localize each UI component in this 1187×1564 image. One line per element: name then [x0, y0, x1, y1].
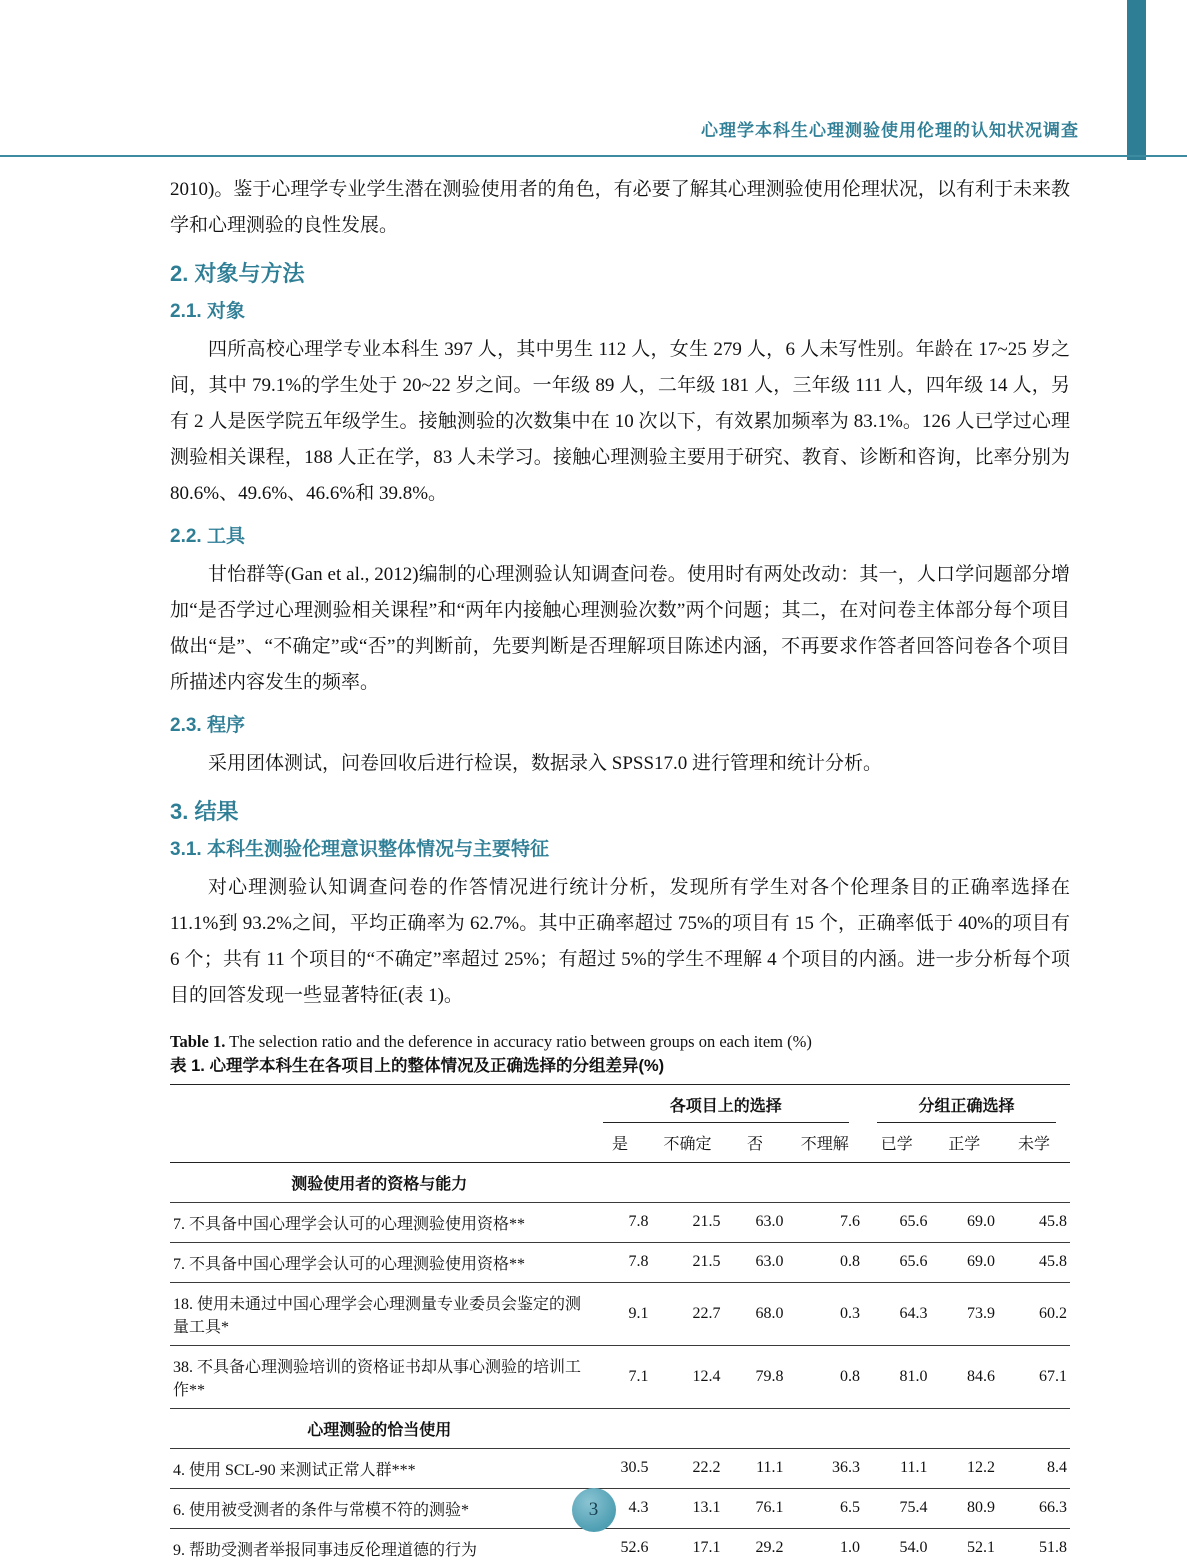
- cell: 45.8: [998, 1202, 1070, 1242]
- cell: 51.8: [998, 1528, 1070, 1564]
- cell: 66.3: [998, 1488, 1070, 1528]
- row-label: 7. 不具备中国心理学会认可的心理测验使用资格**: [170, 1242, 589, 1282]
- cell: 67.1: [998, 1345, 1070, 1408]
- cell: 79.8: [724, 1345, 787, 1408]
- cell: 52.1: [931, 1528, 999, 1564]
- table-row: [170, 1528, 1070, 1564]
- table-caption-zh-label: 表 1.: [170, 1056, 205, 1075]
- col-header-not-learned: 未学: [998, 1123, 1070, 1163]
- page-number-badge: 3: [572, 1488, 616, 1532]
- cell: 12.2: [931, 1448, 999, 1488]
- heading-overall-features: 3.1. 本科生测验伦理意识整体情况与主要特征: [170, 839, 549, 861]
- cell: 7.6: [787, 1202, 864, 1242]
- cell: 9.1: [589, 1282, 652, 1345]
- cell: 7.1: [589, 1345, 652, 1408]
- cell: 75.4: [863, 1488, 931, 1528]
- empty-cell: [170, 1123, 589, 1163]
- col-header-yes: 是: [589, 1123, 652, 1163]
- row-label: 7. 不具备中国心理学会认可的心理测验使用资格**: [170, 1202, 589, 1242]
- cell: 63.0: [724, 1242, 787, 1282]
- col-header-no: 否: [724, 1123, 787, 1163]
- cell: 68.0: [724, 1282, 787, 1345]
- header-rule: [0, 155, 1187, 157]
- table-caption-zh-text: 心理学本科生在各项目上的整体情况及正确选择的分组差异(%): [209, 1056, 665, 1075]
- cell: 8.4: [998, 1448, 1070, 1488]
- content-area: [170, 172, 1070, 1564]
- cell: 6.5: [787, 1488, 864, 1528]
- cell: 7.8: [589, 1242, 652, 1282]
- cell: 4.3: [589, 1488, 652, 1528]
- col-header-learning: 正学: [931, 1123, 999, 1163]
- heading-subjects: 2.1. 对象: [170, 301, 245, 323]
- cell: 73.9: [931, 1282, 999, 1345]
- cell: 17.1: [652, 1528, 724, 1564]
- cell: 13.1: [652, 1488, 724, 1528]
- cell: 60.2: [998, 1282, 1070, 1345]
- table-section-row: [170, 1162, 1070, 1202]
- row-label: 38. 不具备心理测验培训的资格证书却从事心测验的培训工作**: [170, 1345, 589, 1408]
- column-group-item-selection: 各项目上的选择: [603, 1091, 850, 1123]
- cell: 12.4: [652, 1345, 724, 1408]
- cell: 30.5: [589, 1448, 652, 1488]
- empty-cell: [170, 1084, 589, 1123]
- heading-tools: 2.2. 工具: [170, 526, 245, 548]
- cell: 29.2: [724, 1528, 787, 1564]
- cell: 54.0: [863, 1528, 931, 1564]
- row-label: 18. 使用未通过中国心理学会心理测量专业委员会鉴定的测量工具*: [170, 1282, 589, 1345]
- row-label: 6. 使用被受测者的条件与常模不符的测验*: [170, 1488, 589, 1528]
- group-header-cell: [589, 1084, 864, 1123]
- cell: 80.9: [931, 1488, 999, 1528]
- col-header-learned: 已学: [863, 1123, 931, 1163]
- cell: 11.1: [724, 1448, 787, 1488]
- cell: 0.8: [787, 1242, 864, 1282]
- table-row: [170, 1345, 1070, 1408]
- cell: 21.5: [652, 1242, 724, 1282]
- paragraph-intro: 2010)。鉴于心理学专业学生潜在测验使用者的角色，有必要了解其心理测验使用伦理状况，以有利于未来教学和心理测验的良性发展。: [170, 179, 1070, 236]
- cell: 65.6: [863, 1242, 931, 1282]
- table-row: [170, 1282, 1070, 1345]
- table-row: [170, 1242, 1070, 1282]
- col-header-not-understood: 不理解: [787, 1123, 864, 1163]
- table-caption-en-label: Table 1.: [170, 1031, 226, 1051]
- cell: 11.1: [863, 1448, 931, 1488]
- cell: 52.6: [589, 1528, 652, 1564]
- cell: 0.8: [787, 1345, 864, 1408]
- empty-cell: [589, 1162, 1071, 1202]
- corner-accent-bar: [1127, 0, 1146, 160]
- row-label: 9. 帮助受测者举报同事违反伦理道德的行为: [170, 1528, 589, 1564]
- paragraph-tools: 甘怡群等(Gan et al., 2012)编制的心理测验认知调查问卷。使用时有两处改动：其一，人口学问题部分增加“是否学过心理测验相关课程”和“两年内接触心理测验次数”两个问题；其二，在对问卷主体部分每个项目做出“是”、“不确定”或“否”的判断前，先要判断是否理解项目陈述内涵，不再要求作答者回答问卷各个项目所描述内容发生的频率。: [170, 563, 1070, 693]
- group-header-cell: [863, 1084, 1070, 1123]
- paragraph-subjects: 四所高校心理学专业本科生 397 人，其中男生 112 人，女生 279 人，6 人未写性别。年龄在 17~25 岁之间，其中 79.1%的学生处于 20~22 岁之间。一年级 89 人，二年级 181 人，三年级 111 人，四年级 14 人，另有 2 人是医学院五年级学生。接触测验的次数集中在 10 次以下，有效累加频率为 83.1%。126 人已学过心理测验相关课程，188 人正在学，83 人未学习。接触心理测验主要用于研究、教育、诊断和咨询，比率分别为 80.6%、49.6%、46.6%和 39.8%。: [170, 339, 1070, 505]
- heading-procedure: 2.3. 程序: [170, 714, 245, 736]
- table-1: [170, 1084, 1070, 1564]
- paragraph-overall: 对心理测验认知调查问卷的作答情况进行统计分析，发现所有学生对各个伦理条目的正确率选择在 11.1%到 93.2%之间，平均正确率为 62.7%。其中正确率超过 75%的项目有 15 个，正确率低于 40%的项目有 6 个；共有 11 个项目的“不确定”率超过 25%；有超过 5%的学生不理解 4 个项目的内涵。进一步分析每个项目的回答发现一些显著特征(表 1)。: [170, 876, 1070, 1006]
- cell: 1.0: [787, 1528, 864, 1564]
- table-section-row: [170, 1408, 1070, 1448]
- table-caption-zh: [170, 1054, 1070, 1078]
- cell: 69.0: [931, 1242, 999, 1282]
- cell: 64.3: [863, 1282, 931, 1345]
- cell: 36.3: [787, 1448, 864, 1488]
- cell: 22.7: [652, 1282, 724, 1345]
- table-row: [170, 1202, 1070, 1242]
- table-caption-en: [170, 1030, 1070, 1054]
- empty-cell: [589, 1408, 1071, 1448]
- heading-methods: 2. 对象与方法: [170, 261, 305, 286]
- running-title: 心理学本科生心理测验使用伦理的认知状况调查: [701, 121, 1079, 140]
- cell: 81.0: [863, 1345, 931, 1408]
- section-label: 测验使用者的资格与能力: [170, 1162, 589, 1202]
- paragraph-procedure: 采用团体测试，问卷回收后进行检误，数据录入 SPSS17.0 进行管理和统计分析。: [208, 752, 883, 774]
- cell: 84.6: [931, 1345, 999, 1408]
- cell: 21.5: [652, 1202, 724, 1242]
- col-header-unsure: 不确定: [652, 1123, 724, 1163]
- cell: 65.6: [863, 1202, 931, 1242]
- table-row: [170, 1448, 1070, 1488]
- table-caption-en-text: The selection ratio and the deference in accuracy ratio between groups on each item (%): [229, 1031, 812, 1051]
- cell: 63.0: [724, 1202, 787, 1242]
- cell: 22.2: [652, 1448, 724, 1488]
- table-row: [170, 1488, 1070, 1528]
- cell: 0.3: [787, 1282, 864, 1345]
- table-group-header-row: [170, 1084, 1070, 1123]
- table-subheader-row: [170, 1123, 1070, 1163]
- column-group-correct-by-group: 分组正确选择: [877, 1091, 1056, 1123]
- row-label: 4. 使用 SCL-90 来测试正常人群***: [170, 1448, 589, 1488]
- cell: 45.8: [998, 1242, 1070, 1282]
- cell: 76.1: [724, 1488, 787, 1528]
- cell: 7.8: [589, 1202, 652, 1242]
- heading-results: 3. 结果: [170, 798, 239, 824]
- cell: 69.0: [931, 1202, 999, 1242]
- section-label: 心理测验的恰当使用: [170, 1408, 589, 1448]
